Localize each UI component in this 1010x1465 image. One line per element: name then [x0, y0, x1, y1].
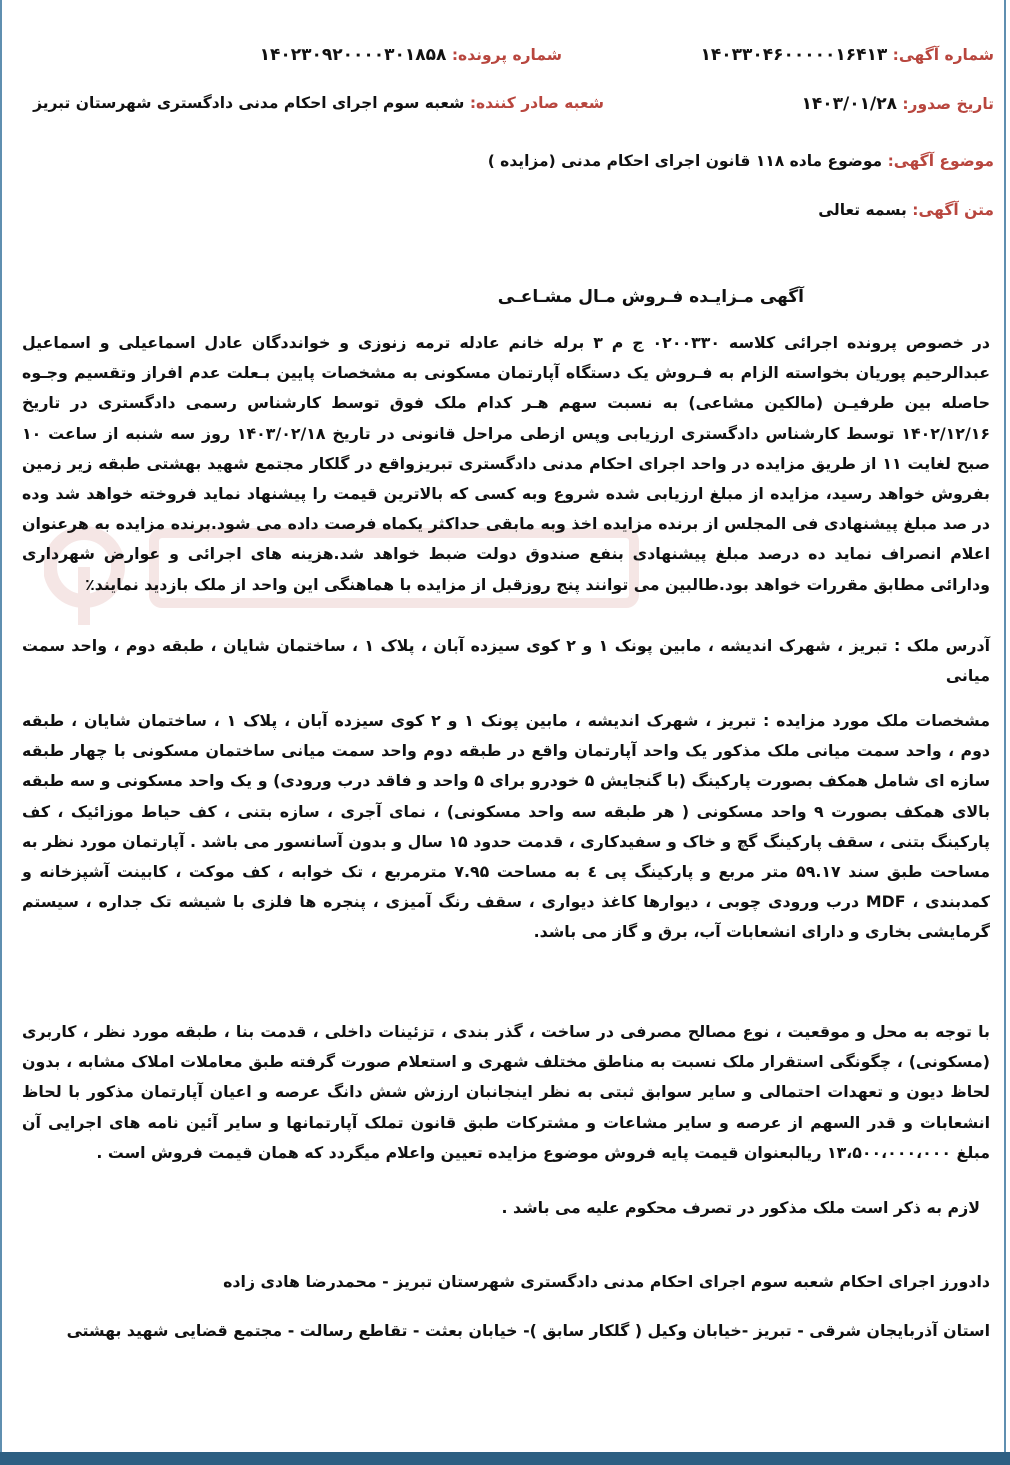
office-address: استان آذربایجان شرقی - تبریز -خیابان وکیل ( گلکار سابق )- خیابان بعثت - تقاطع رسالت - مجتمع قضایی شهید بهشتی: [66, 1321, 990, 1340]
case-number-value: ۱۴۰۲۳۰۹۲۰۰۰۰۳۰۱۸۵۸: [259, 45, 447, 65]
text-field: [818, 201, 994, 219]
subject-field: [488, 152, 994, 170]
ad-number-label: شماره آگهی:: [892, 46, 994, 64]
subject-value: موضوع ماده ۱۱۸ قانون اجرای احکام مدنی (مزایده ): [487, 152, 883, 170]
issue-date-value: ۱۴۰۳/۰۱/۲۸: [801, 94, 897, 114]
possession-note: لازم به ذکر است ملک مذکور در تصرف محکوم علیه می باشد .: [501, 1198, 980, 1217]
signature-line: دادورز اجرای احکام شعبه سوم اجرای احکام مدنی دادگستری شهرستان تبریز - محمدرضا هادی زاده: [223, 1272, 990, 1291]
issue-date-field: [802, 94, 994, 114]
subject-label: موضوع آگهی:: [887, 152, 994, 170]
case-number-label: شماره پرونده:: [451, 46, 562, 64]
ad-number-value: ۱۴۰۳۳۰۴۶۰۰۰۰۰۱۶۴۱۳: [700, 45, 888, 65]
ad-number-field: [700, 45, 994, 65]
text-intro: بسمه تعالی: [818, 201, 907, 219]
issuer-field: [33, 94, 604, 112]
paragraph-property-specs: مشخصات ملک مورد مزایده : تبریز ، شهرک اندیشه ، مابین پونک ۱ و ۲ کوی سیزده آبان ، پلاک ۱ ، ساختمان شایان ، طبقه دوم ، واحد سمت میانی ملک مذکور یک واحد آپارتمان واقع در طبقه دوم واحد سمت میانی ساختمان مسکونی با چهار طبقه سازه ای شامل همکف بصورت پارکینگ (با گنجایش ۵ خودرو برای ۵ واحد و فاقد درب ورودی) و یک واحد مسکونی و سه طبقه بالای همکف بصورت ۹ واحد مسکونی ( هر طبقه سه واحد مسکونی) ، نمای آجری ، سازه بتنی ، کف حیاط موزائیک ، کف پارکینگ بتنی ، سقف پارکینگ گچ و خاک و سفیدکاری ، قدمت حدود ۱۵ سال و بدون آسانسور می باشد . آپارتمان مورد نظر به مساحت طبق سند ۵۹.۱۷ متر مربع و پارکینگ پی ٤ به مساحت ۷.۹۵ مترمربع ، تک خوابه ، کف موکت ، کابینت آشپزخانه و کمدبندی ، MDF درب ورودی چوبی ، دیوارها کاغذ دیواری ، سقف رنگ آمیزی ، پنجره ها فلزی با شیشه تک جداره ، سیستم گرمایشی بخاری و دارای انشعابات آب، برق و گاز می باشد.: [22, 711, 991, 942]
issuer-label: شعبه صادر کننده:: [469, 94, 604, 112]
auction-heading: آگهی مـزایـده فـروش مـال مشـاعـی: [497, 287, 804, 307]
issuer-value: شعبه سوم اجرای احکام مدنی دادگستری شهرستان تبریز: [33, 94, 465, 112]
document: [14, 0, 994, 1450]
paragraph-case-details: در خصوص پرونده اجرائی کلاسه ۰۲۰۰۳۳۰ ج م ۳ برله خانم عادله ترمه زنوزی و خوانددگان عادل اسماعیلی و اسماعیل عبدالرحیم پوریان بخواسته الزام به فـروش یک دستگاه آپارتمان مسکونی به مشخصات پایین بـعلت عدم افراز وتقسیم وجـوه حاصله بین طرفیـن (مالکین مشاعی) به نسبت سهم هـر کدام ملک فوق توسط کارشناس رسمی دادگستری در تاریخ ۱۴۰۲/۱۲/۱۶ توسط کارشناس دادگستری ارزیابی وپس ازطی مراحل قانونی در تاریخ ۱۴۰۳/۰۲/۱۸ روز سه شنبه از ساعت ۱۰ صبح لغایت ۱۱ از طریق مزایده در واحد اجرای احکام مدنی دادگستری تبریزواقع در گلکار مجتمع شهید بهشتی طبقه زیر زمین بفروش خواهد رسید، مزایده از مبلغ ارزیابی شده شروع وبه کسی که بالاترین قیمت را پیشنهاد نماید فروخته خواهد شد وده در صد مبلغ پیشنهادی فی المجلس از برنده مزایده اخذ وبه مابقی حداکثر یکماه فرصت داده می شود.برنده مزایده به هرعنوان اعلام انصراف نماید ده درصد مبلغ پیشنهادی بنفع صندوق دولت ضبط خواهد شد.هزینه های اجرائی و عوارض شهرداری ودارائی مطابق مقررات خواهد بود.طالبین می توانند پنج روزقبل از مزایده با هماهنگی این واحد از ملک بازدید نمایند٪: [22, 333, 991, 594]
paragraph-property-address: آدرس ملک : تبریز ، شهرک اندیشه ، مابین پونک ۱ و ۲ کوی سیزده آبان ، پلاک ۱ ، ساختمان شایان ، طبقه دوم ، واحد سمت میانی: [22, 636, 990, 686]
bottom-bar: [0, 1452, 1010, 1465]
text-label: متن آگهی:: [912, 201, 994, 219]
paragraph-valuation: با توجه به محل و موقعیت ، نوع مصالح مصرفی در ساخت ، گذر بندی ، تزئینات داخلی ، قدمت بنا ، طبقه مورد نظر ، کاربری (مسکونی) ، چگونگی استقرار ملک نسبت به مناطق مختلف شهری و استعلام صورت گرفته طبق معاملات املاک مشابه ، بدون لحاظ دیون و تعهدات احتمالی و سایر سوابق ثبتی به نظر اینجانبان ارزش شش دانگ عرصه و اعیان آپارتمان مذکور با لحاظ انشعابات و قدر السهم از عرصه و سایر مشاعات و مشترکات طبق قانون تملک آپارتمانها و سایر آئین نامه های اجرایی آن مبلغ ۱۳،۵۰۰،۰۰۰،۰۰۰ ریالبعنوان قیمت پایه فروش موضوع مزایده تعیین واعلام میگردد که همان قیمت فروش است .: [22, 1022, 990, 1162]
issue-date-label: تاریخ صدور:: [902, 95, 994, 113]
case-number-field: [260, 45, 562, 65]
